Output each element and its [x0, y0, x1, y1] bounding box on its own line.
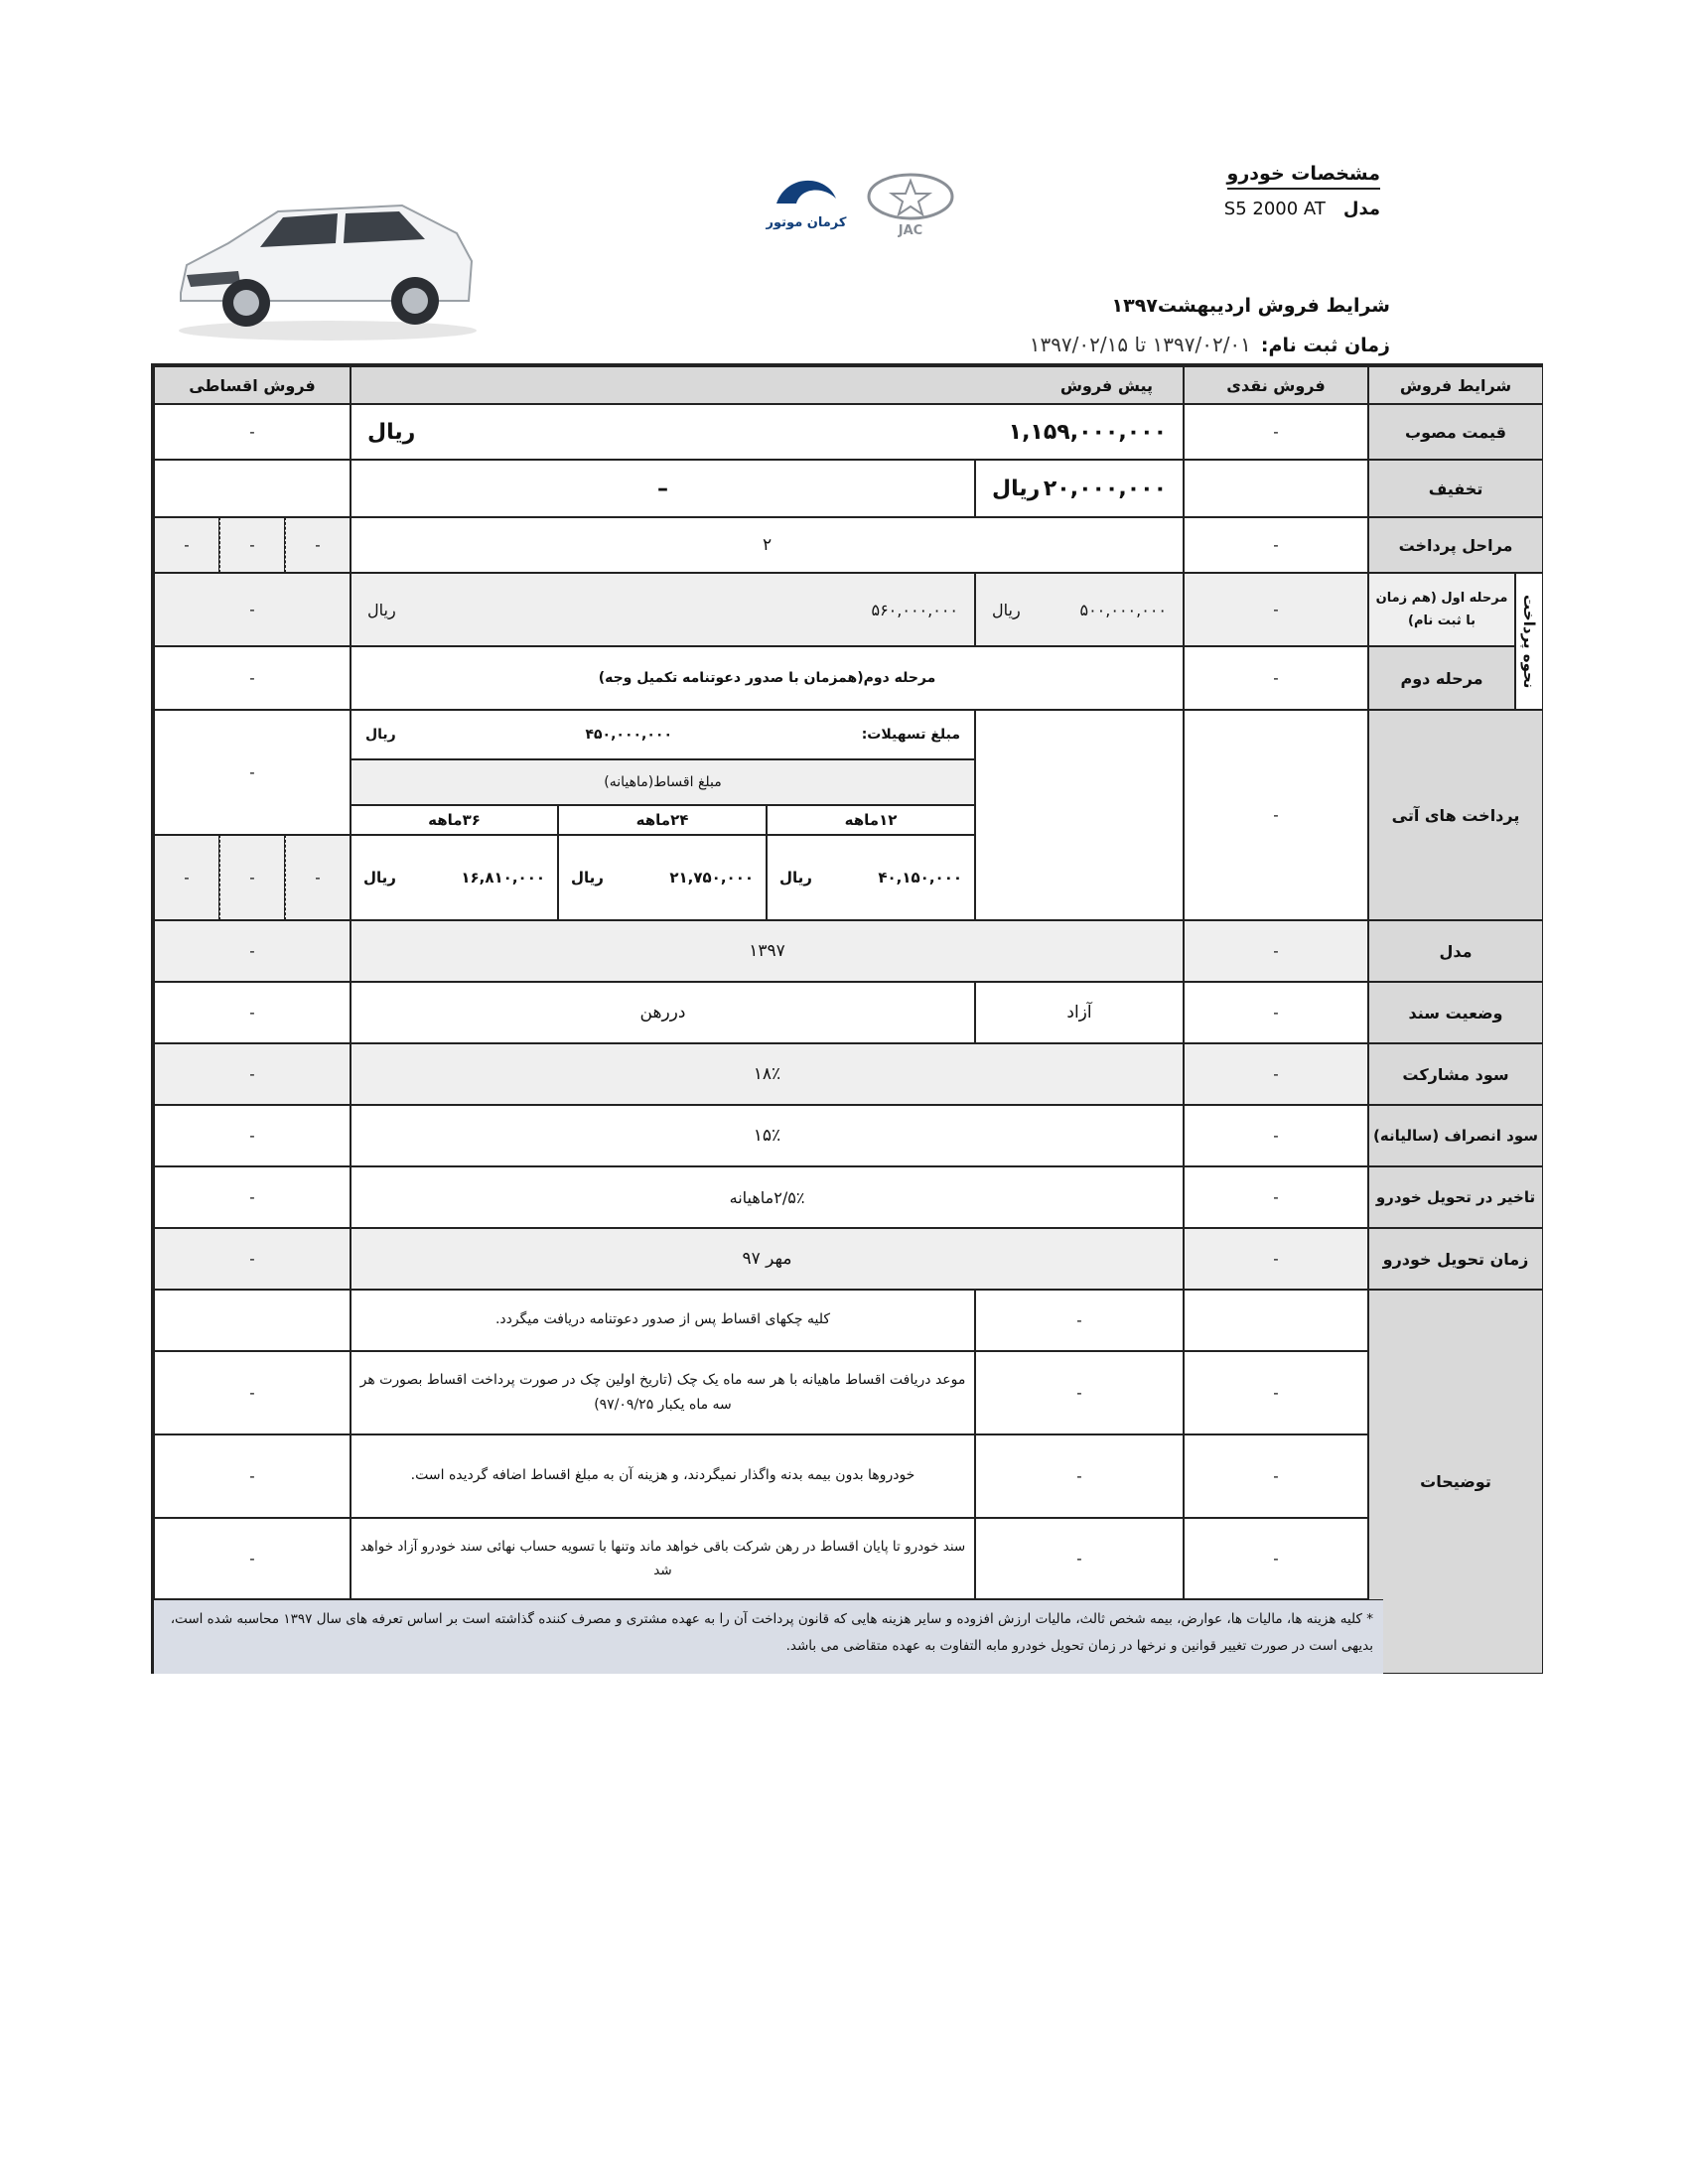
col-header-installment: فروش اقساطی — [154, 366, 351, 404]
term-12-value: ۴۰,۱۵۰,۰۰۰ — [878, 869, 962, 887]
cash-note-2: - — [1184, 1351, 1368, 1434]
note-item-2: موعد دریافت اقساط ماهیانه با هر سه ماه یک چک (تاریخ اولین چک در صورت پرداخت اقساط بصورت هر سه ماه یکبار ۹۷/۰۹/۲۵) — [351, 1351, 975, 1434]
presale-delay: ۲/۵٪ماهیانه — [351, 1166, 1184, 1228]
col-header-cash: فروش نقدی — [1184, 366, 1368, 404]
jac-logo-text: JAC — [898, 223, 923, 238]
term-24-value: ۲۱,۷۵۰,۰۰۰ — [669, 869, 754, 887]
jac-logo — [869, 175, 952, 238]
payment-method-label: نحوه پرداخت — [1520, 594, 1538, 689]
presale-note-1-a: - — [975, 1290, 1184, 1351]
stage1-value-a: ۵۰۰,۰۰۰,۰۰۰ — [1079, 600, 1167, 619]
presale-stage1-b — [351, 573, 975, 646]
term-36-unit: ریال — [363, 869, 396, 887]
presale-future-a — [975, 710, 1184, 920]
kerman-logo-text: کرمان موتور — [766, 215, 847, 230]
installment-stages-2: - — [219, 517, 285, 573]
facility-value: ۴۵۰,۰۰۰,۰۰۰ — [585, 727, 672, 743]
term-12-unit: ریال — [779, 869, 812, 887]
cash-note-3: - — [1184, 1434, 1368, 1518]
installment-note-3: - — [154, 1434, 351, 1518]
installment-note-4: - — [154, 1518, 351, 1599]
presale-delivery: مهر ۹۷ — [351, 1228, 1184, 1290]
row-label-profit: سود مشارکت — [1368, 1043, 1543, 1105]
cash-stage1: - — [1184, 573, 1368, 646]
installment-future-1: - — [285, 835, 351, 920]
presale-model: ۱۳۹۷ — [351, 920, 1184, 982]
presale-price — [351, 404, 1184, 460]
col-header-presale: پیش فروش — [351, 366, 1184, 404]
cash-cancel: - — [1184, 1105, 1368, 1166]
row-label-doc: وضعیت سند — [1368, 982, 1543, 1043]
term-36-value: ۱۶,۸۱۰,۰۰۰ — [461, 869, 545, 887]
cash-stages: - — [1184, 517, 1368, 573]
price-unit: ریال — [367, 419, 416, 445]
term-36-label: ۳۶ماهه — [351, 805, 558, 835]
cash-stage2: - — [1184, 646, 1368, 710]
row-label-notes: توضیحات — [1368, 1290, 1543, 1674]
cash-delivery: - — [1184, 1228, 1368, 1290]
term-24-unit: ریال — [571, 869, 604, 887]
kerman-motor-logo — [766, 181, 847, 230]
presale-cancel: ۱۵٪ — [351, 1105, 1184, 1166]
cash-delay: - — [1184, 1166, 1368, 1228]
row-label-price: قیمت مصوب — [1368, 404, 1543, 460]
facility-label: مبلغ تسهیلات: — [861, 727, 960, 743]
term-36-amount — [351, 835, 558, 920]
installment-doc: - — [154, 982, 351, 1043]
installment-stages-3: - — [154, 517, 219, 573]
installment-cancel: - — [154, 1105, 351, 1166]
col-header-conditions: شرایط فروش — [1368, 366, 1543, 404]
term-12-amount — [767, 835, 975, 920]
car-image — [169, 184, 487, 342]
presale-profit: ۱۸٪ — [351, 1043, 1184, 1105]
installment-model: - — [154, 920, 351, 982]
cash-price: - — [1184, 404, 1368, 460]
row-label-cancel: سود انصراف (سالیانه) — [1368, 1105, 1543, 1166]
registration-label: زمان ثبت نام: — [1260, 335, 1390, 356]
installment-future-2: - — [219, 835, 285, 920]
installment-future-3: - — [154, 835, 219, 920]
presale-note-2-a: - — [975, 1351, 1184, 1434]
cash-future: - — [1184, 710, 1368, 920]
term-24-amount — [558, 835, 767, 920]
presale-discount-a — [975, 460, 1184, 517]
brand-logos — [757, 169, 955, 238]
discount-unit: ریال — [992, 476, 1041, 501]
sales-conditions-table — [151, 363, 1543, 1674]
installment-note-2: - — [154, 1351, 351, 1434]
spec-title: مشخصات خودرو — [1227, 163, 1380, 190]
presale-note-4-a: - — [975, 1518, 1184, 1599]
presale-stage1-a — [975, 573, 1184, 646]
term-24-label: ۲۴ماهه — [558, 805, 767, 835]
note-item-3: خودروها بدون بیمه بدنه واگذار نمیگردند، و هزینه آن به مبلغ اقساط اضافه گردیده است. — [351, 1434, 975, 1518]
cash-discount — [1184, 460, 1368, 517]
footer-note: * کلیه هزینه ها، مالیات ها، عوارض، بیمه شخص ثالث، مالیات ارزش افزوده و سایر هزینه هایی که قانون پرداخت آن را به عهده مشتری و مصرف کننده گذاشته است بر اساس تعرفه های سال ۱۳۹۷ محاسبه شده است، بدیهی است در صورت تغییر قوانین و نرخها در زمان تحویل خودرو مابه التفاوت به عهده متقاضی می باشد. — [154, 1599, 1383, 1674]
installment-delivery: - — [154, 1228, 351, 1290]
facility-unit: ریال — [365, 727, 396, 743]
row-label-stages: مراحل پرداخت — [1368, 517, 1543, 573]
stage1-value-b: ۵۶۰,۰۰۰,۰۰۰ — [871, 600, 958, 619]
presale-stage2: مرحله دوم(همزمان با صدور دعوتنامه تکمیل وجه) — [351, 646, 1184, 710]
installment-delay: - — [154, 1166, 351, 1228]
payment-method-group — [1515, 573, 1543, 710]
installment-future-top: - — [154, 710, 351, 835]
note-item-4: سند خودرو تا پایان اقساط در رهن شرکت باقی خواهد ماند وتنها با تسویه حساب نهائی سند خودرو آزاد خواهد شد — [351, 1518, 975, 1599]
installment-profit: - — [154, 1043, 351, 1105]
price-value: ۱,۱۵۹,۰۰۰,۰۰۰ — [1008, 419, 1167, 445]
installment-stage2: - — [154, 646, 351, 710]
stage1-unit-b: ریال — [367, 600, 396, 619]
cash-note-1 — [1184, 1290, 1368, 1351]
sales-conditions-title: شرایط فروش اردیبهشت۱۳۹۷ — [1111, 295, 1390, 317]
discount-value: ۲۰,۰۰۰,۰۰۰ — [1043, 476, 1167, 501]
row-label-delivery: زمان تحویل خودرو — [1368, 1228, 1543, 1290]
note-item-1: کلیه چکهای اقساط پس از صدور دعوتنامه دریافت میگردد. — [351, 1290, 975, 1351]
row-label-model: مدل — [1368, 920, 1543, 982]
model-value: S5 2000 AT — [1223, 199, 1326, 219]
cash-doc: - — [1184, 982, 1368, 1043]
installments-header: مبلغ اقساط(ماهیانه) — [351, 759, 975, 805]
registration-line — [1030, 333, 1390, 356]
presale-doc-b: دررهن — [351, 982, 975, 1043]
model-line — [1224, 199, 1380, 219]
row-label-future: پرداخت های آتی — [1368, 710, 1543, 920]
row-label-delay: تاخیر در تحویل خودرو — [1368, 1166, 1543, 1228]
stage1-unit-a: ریال — [992, 600, 1021, 619]
term-12-label: ۱۲ماهه — [767, 805, 975, 835]
presale-note-3-a: - — [975, 1434, 1184, 1518]
cash-note-4: - — [1184, 1518, 1368, 1599]
installment-discount — [154, 460, 351, 517]
model-label: مدل — [1342, 199, 1380, 219]
installment-price: - — [154, 404, 351, 460]
presale-stages: ۲ — [351, 517, 1184, 573]
row-label-stage2: مرحله دوم — [1368, 646, 1515, 710]
facility-row — [351, 710, 975, 759]
presale-doc-a: آزاد — [975, 982, 1184, 1043]
row-label-stage1: مرحله اول (هم زمان با ثبت نام) — [1368, 573, 1515, 646]
cash-profit: - — [1184, 1043, 1368, 1105]
registration-dates: ۱۳۹۷/۰۲/۰۱ تا ۱۳۹۷/۰۲/۱۵ — [1029, 333, 1251, 356]
installment-note-1 — [154, 1290, 351, 1351]
cash-model: - — [1184, 920, 1368, 982]
installment-stage1: - — [154, 573, 351, 646]
row-label-discount: تخفیف — [1368, 460, 1543, 517]
installment-stages-1: - — [285, 517, 351, 573]
presale-discount-b: – — [351, 460, 975, 517]
